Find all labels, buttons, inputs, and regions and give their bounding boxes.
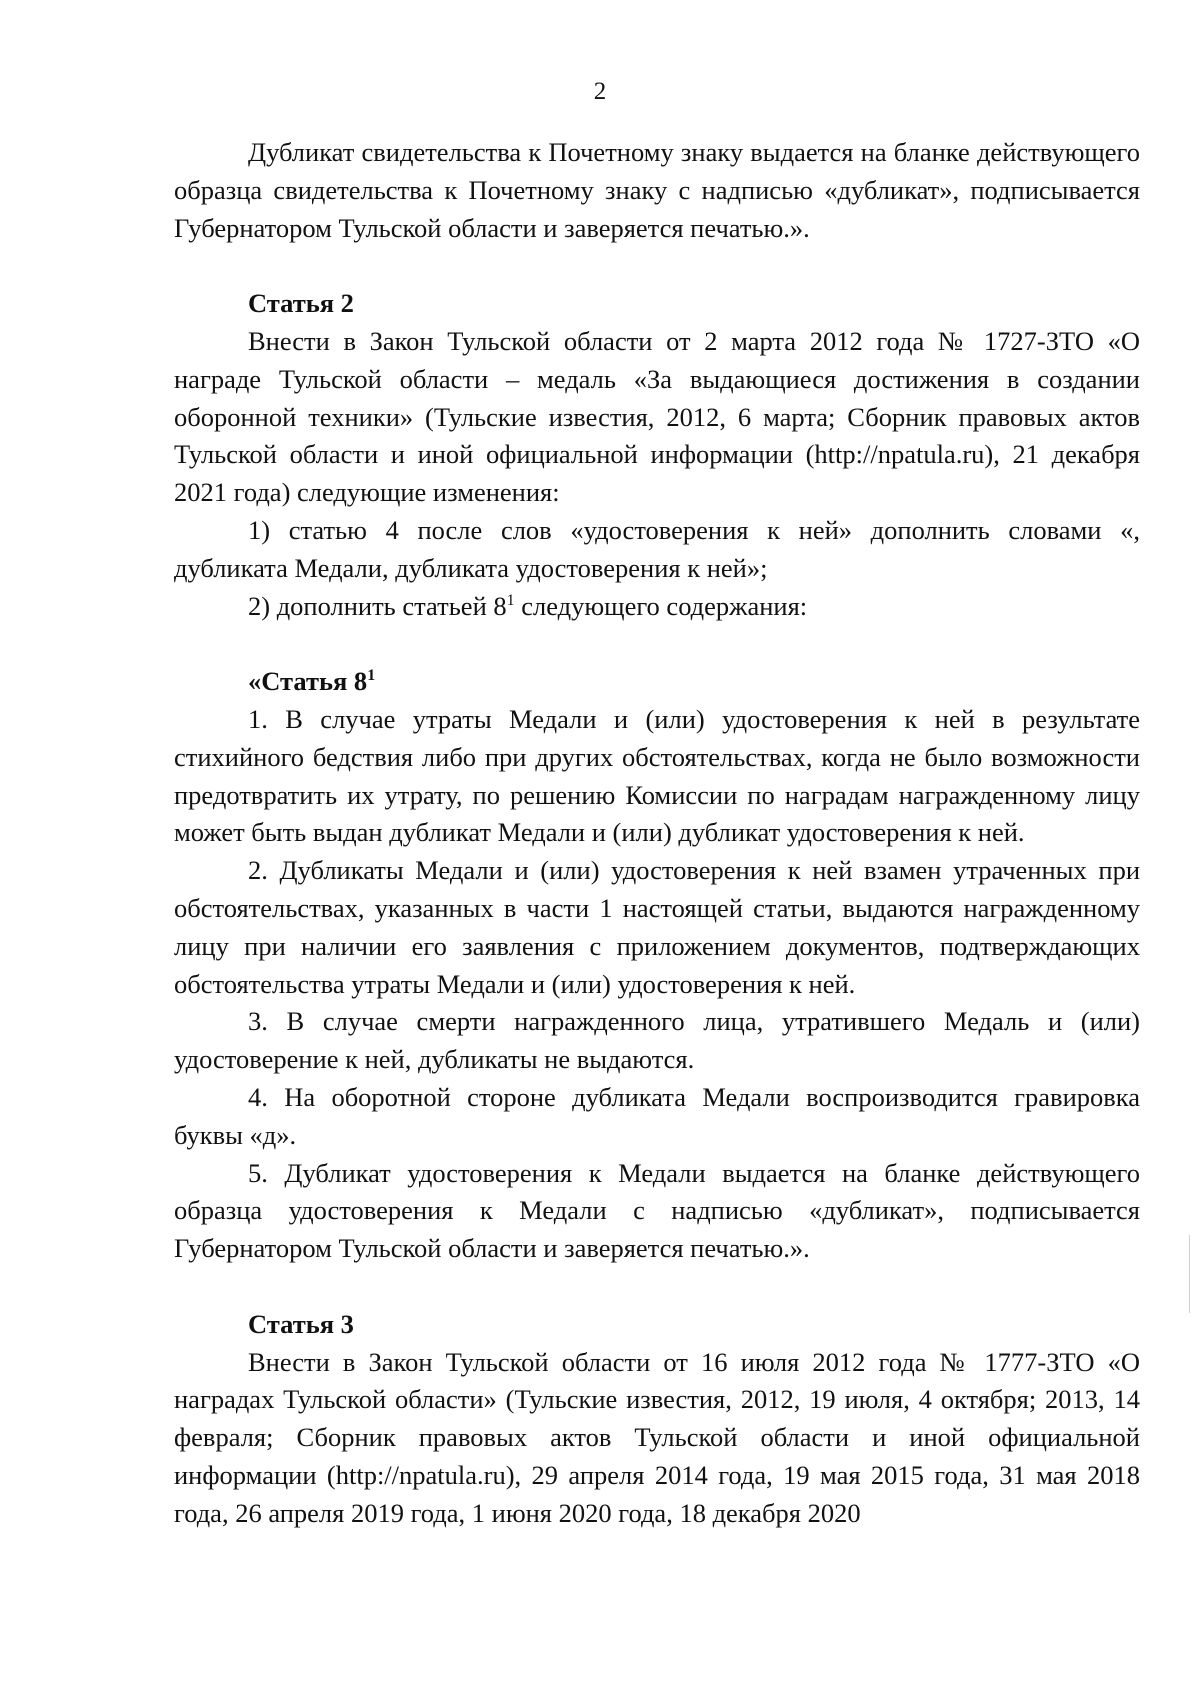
- article-8-1-paragraph-2: 2. Дубликаты Медали и (или) удостоверения к ней взамен утраченных при обстоятельствах, указанных в части 1 настоящей статьи, выдаются награжденному лицу при наличии его заявления с приложением документов, подтверждающих обстоятельства утраты Медали и (или) удостоверения к ней.: [174, 855, 1140, 999]
- article-2-paragraph-1: Внести в Закон Тульской области от 2 марта 2012 года № 1727-ЗТО «О награде Тульской области – медаль «За выдающиеся достижения в создании оборонной техники» (Тульские известия, 2012, 6 марта; Сборник правовых актов Тульской области и иной официальной информации (http://npatula.ru), 21 декабря 2021 года) следующие изменения:: [174, 325, 1140, 508]
- intro-line-4: печатью.».: [690, 212, 810, 243]
- article-2-p3-prefix: 2) дополнить статьей 8: [248, 590, 507, 621]
- article-8-1-heading-text: «Статья 8: [248, 666, 368, 697]
- intro-line-2: действующего образца свидетельства к Почетному знаку с надписью: [174, 137, 1141, 205]
- scan-margin-mark: [1189, 1235, 1190, 1313]
- article-2-paragraph-3: [174, 588, 1140, 626]
- article-2-heading: Статья 2: [248, 288, 354, 319]
- spacer: [174, 247, 1140, 285]
- article-8-1-paragraph-3: 3. В случае смерти награжденного лица, утратившего Медаль и (или) удостоверение к ней, дубликаты не выдаются.: [174, 1006, 1140, 1075]
- article-8-1-paragraph-4: 4. На оборотной стороне дубликата Медали воспроизводится гравировка буквы «д».: [174, 1081, 1140, 1150]
- page-number: 2: [593, 78, 607, 105]
- intro-line-3: «дубликат», подписывается Губернатором Тульской области и заверяется: [174, 174, 1140, 243]
- article-8-1-heading: [174, 663, 1140, 701]
- article-2-paragraph-2: 1) статью 4 после слов «удостоверения к ней» дополнить словами «, дубликата Медали, дубликата удостоверения к ней»;: [174, 514, 1140, 583]
- article-2-p3-superscript: 1: [506, 591, 515, 609]
- article-8-1-paragraph-1: 1. В случае утраты Медали и (или) удостоверения к ней в результате стихийного бедствия либо при других обстоятельствах, когда не было возможности предотвратить их утрату, по решению Комиссии по наградам награжденному лицу может быть выдан дубликат Медали и (или) дубликат удостоверения к ней.: [174, 703, 1140, 848]
- article-8-1-paragraph-5: 5. Дубликат удостоверения к Медали выдается на бланке действующего образца удостоверения к Медали с надписью «дубликат», подписывается Губернатором Тульской области и заверяется печатью.».: [174, 1157, 1140, 1264]
- spacer: [174, 625, 1140, 663]
- intro-paragraph: [174, 134, 1140, 247]
- spacer: [174, 1268, 1140, 1306]
- article-3-heading: Статья 3: [248, 1308, 354, 1339]
- article-8-1-heading-superscript: 1: [367, 667, 376, 685]
- document-body: [174, 134, 1140, 1532]
- article-2-p3-suffix: следующего содержания:: [514, 590, 808, 621]
- article-3-paragraph-1: Внести в Закон Тульской области от 16 июля 2012 года № 1777-ЗТО «О наградах Тульской области» (Тульские известия, 2012, 19 июля, 4 октября; 2013, 14 февраля; Сборник правовых актов Тульской области и иной официальной информации (http://npatula.ru), 29 апреля 2014 года, 19 мая 2015 года, 31 мая 2018 года, 26 апреля 2019 года, 1 июня 2020 года, 18 декабря 2020: [174, 1346, 1140, 1528]
- intro-line-1: Дубликат свидетельства к Почетному знаку выдается на бланке: [248, 137, 970, 167]
